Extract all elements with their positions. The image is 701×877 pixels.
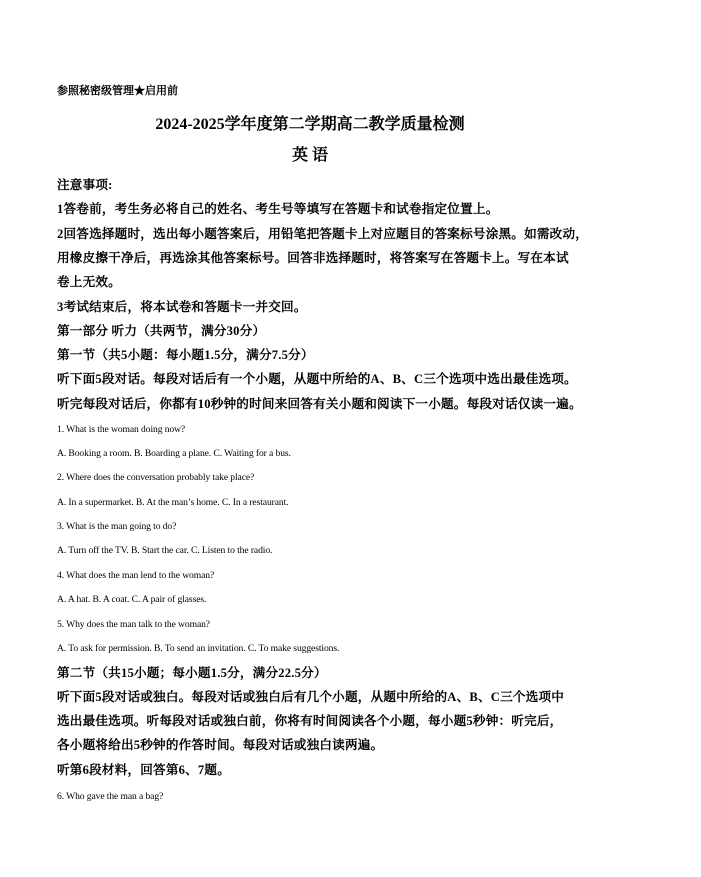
section2-instruction: 各小题将给出5秒钟的作答时间。每段对话或独白读两遍。 — [57, 738, 384, 752]
question-6: 6. Who gave the man a bag? — [57, 791, 164, 802]
question-1-options: A. Booking a room. B. Boarding a plane. C. Waiting for a bus. — [57, 448, 291, 459]
section1-heading: 第一节（共5小题：每小题1.5分，满分7.5分） — [57, 348, 314, 362]
question-5: 5. Why does the man talk to the woman? — [57, 619, 210, 630]
note-item: 2回答选择题时，选出每小题答案后，用铅笔把答题卡上对应题目的答案标号涂黑。如需改动， — [57, 227, 589, 241]
subject-title: 英 语 — [291, 147, 328, 164]
confidentiality-notice: 参照秘密级管理★启用前 — [57, 85, 178, 97]
material-heading: 听第6段材料，回答第6、7题。 — [57, 763, 231, 777]
section2-heading: 第二节（共15小题；每小题1.5分，满分22.5分） — [57, 666, 327, 680]
note-item: 1答卷前，考生务必将自己的姓名、考生号等填写在答题卡和试卷指定位置上。 — [57, 202, 499, 216]
notes-heading: 注意事项: — [57, 178, 113, 192]
section2-instruction: 听下面5段对话或独白。每段对话或独白后有几个小题，从题中所给的A、B、C三个选项中 — [57, 690, 565, 704]
question-3: 3. What is the man going to do? — [57, 521, 177, 532]
question-5-options: A. To ask for permission. B. To send an invitation. C. To make suggestions. — [57, 643, 340, 654]
note-item: 3考试结束后，将本试卷和答题卡一并交回。 — [57, 300, 307, 314]
section1-instruction: 听完每段对话后，你都有10秒钟的时间来回答有关小题和阅读下一小题。每段对话仅读一遍。 — [57, 397, 582, 411]
exam-title: 2024-2025学年度第二学期高二教学质量检测 — [155, 116, 465, 133]
question-2-options: A. In a supermarket. B. At the man’s home. C. In a restaurant. — [57, 497, 289, 508]
part1-heading: 第一部分 听力（共两节，满分30分） — [57, 324, 266, 338]
question-3-options: A. Turn off the TV. B. Start the car. C. Listen to the radio. — [57, 545, 273, 556]
question-4-options: A. A hat. B. A coat. C. A pair of glasses. — [57, 594, 207, 605]
question-4: 4. What does the man lend to the woman? — [57, 570, 215, 581]
note-item: 卷上无效。 — [57, 275, 121, 289]
question-1: 1. What is the woman doing now? — [57, 424, 186, 435]
question-2: 2. Where does the conversation probably take place? — [57, 472, 255, 483]
section2-instruction: 选出最佳选项。听每段对话或独白前，你将有时间阅读各个小题，每小题5秒钟：听完后， — [57, 714, 563, 728]
section1-instruction: 听下面5段对话。每段对话后有一个小题，从题中所给的A、B、C三个选项中选出最佳选项。 — [57, 372, 577, 386]
note-item: 用橡皮擦干净后，再选涂其他答案标号。回答非选择题时，将答案写在答题卡上。写在本试 — [57, 251, 569, 265]
